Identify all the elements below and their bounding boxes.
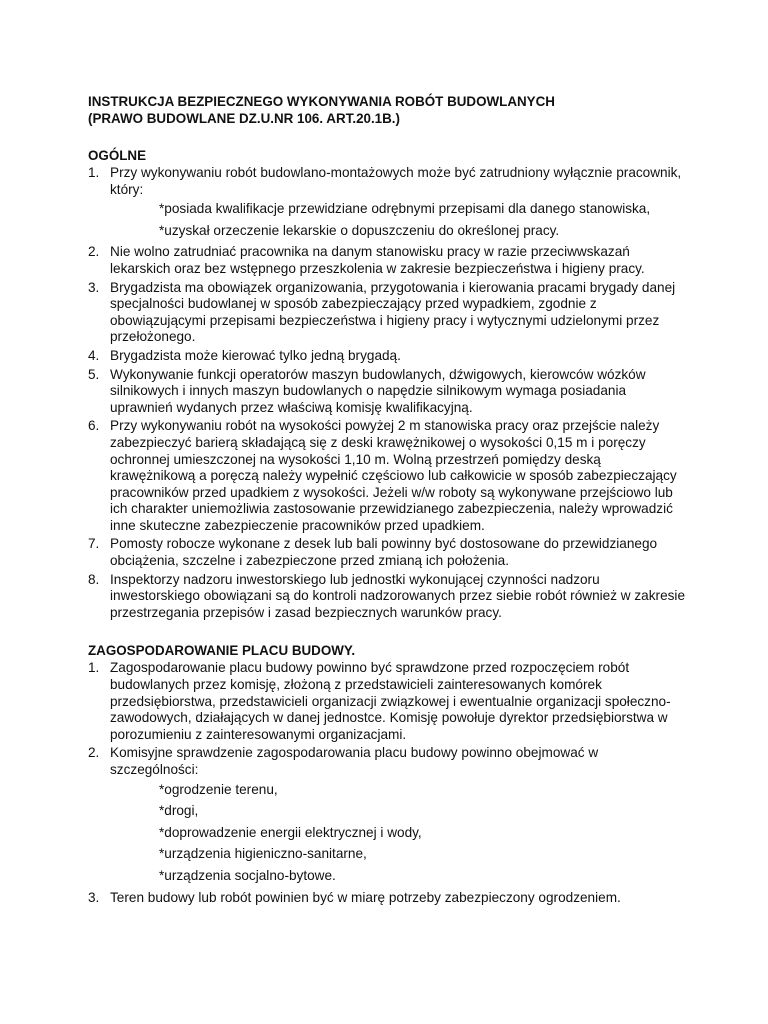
item-text: Przy wykonywaniu robót na wysokości powyżej 2 m stanowiska pracy oraz przejście należy zabezpieczyć barierą składającą się z deski krawężnikowej o wysokości 0,15 m i poręczy ochronnej umieszczonej na wysokości 1,10 m. Wolną przestrzeń pomiędzy deską krawężnikową a poręczą należy wypełnić częściowo lub całkowicie w sposób zabezpieczający pracowników przed upadkiem z wysokości. Jeżeli w/w roboty są wykonywane przejściowo lub ich charakter uniemożliwia zastosowanie przewidzianego zabezpieczenia, należy wprowadzić inne skuteczne zabezpieczenie pracowników przed upadkiem. [110,418,677,533]
list-item [88,418,688,534]
item-number: 3. [88,279,100,295]
list-item [88,348,688,365]
section-list-zagospodarowanie [88,660,688,906]
item-text: Wykonywanie funkcji operatorów maszyn budowlanych, dźwigowych, kierowców wózków silnikowych i innych maszyn budowlanych o napędzie silnikowym wymaga posiadania uprawnień wydanych przez właściwą komisję kwalifikacyjną. [110,366,646,415]
item-text: Teren budowy lub robót powinien być w miarę potrzeby zabezpieczony ogrodzeniem. [110,889,621,905]
sub-list-item: *urządzenia socjalno-bytowe. [159,867,336,883]
item-number: 1. [88,165,100,180]
document-title-line-1: INSTRUKCJA BEZPIECZNEGO WYKONYWANIA ROBÓT BUDOWLANYCH [88,94,555,109]
section-list-ogolne [88,165,688,621]
item-number: 5. [88,366,100,382]
item-number: 4. [88,347,100,363]
sub-list-item: *drogi, [159,803,199,819]
item-number: 6. [88,418,100,434]
sub-list-item: *uzyskał orzeczenie lekarskie o dopuszczeniu do określonej pracy. [159,222,560,238]
item-number: 2. [88,745,100,761]
item-text: Pomosty robocze wykonane z desek lub bali powinny być dostosowane do przewidzianego obciążenia, szczelne i zabezpieczone przed zmianą ich położenia. [110,536,658,569]
sub-list-item: *ogrodzenie terenu, [159,781,278,797]
list-item [88,536,688,569]
section-heading-ogolne: OGÓLNE [88,148,147,163]
sub-list [110,782,688,885]
list-item [88,745,688,884]
item-text: Inspektorzy nadzoru inwestorskiego lub jednostki wykonującej czynności nadzoru inwestorskiego obowiązani są do kontroli nadzorowanych przez siebie robót również w zakresie przestrzegania przepisów i zasad bezpiecznych warunków pracy. [110,571,686,620]
item-text: Zagospodarowanie placu budowy powinno być sprawdzone przed rozpoczęciem robót budowlanych przez komisję, złożoną z przedstawicieli zainteresowanych komórek przedsiębiorstwa, przedstawicieli organizacji związkowej i ewentualnie organizacji społeczno-zawodowych, działających w danej jednostce. Komisję powołuje dyrektor przedsiębiorstwa w porozumieniu z zainteresowanymi organizacjami. [110,660,671,742]
list-item [88,165,688,239]
item-number: 1. [88,660,100,676]
item-number: 3. [88,889,100,905]
item-text: Brygadzista może kierować tylko jedną brygadą. [110,347,401,363]
item-text: Komisyjne sprawdzenie zagospodarowania placu budowy powinno obejmować w szczególności: [110,745,599,777]
item-number: 2. [88,244,100,260]
item-text: Przy wykonywaniu robót budowlano-montażowych może być zatrudniony wyłącznie pracownik, który: [110,165,682,197]
item-text: Nie wolno zatrudniać pracownika na danym stanowisku pracy w razie przeciwwskazań lekarskich oraz bez wstępnego przeszkolenia w zakresie bezpieczeństwa i higieny pracy. [110,244,645,276]
section-heading-zagospodarowanie: ZAGOSPODAROWANIE PLACU BUDOWY. [88,643,356,659]
document-title-line-2: (PRAWO BUDOWLANE DZ.U.NR 106. ART.20.1B.) [88,111,400,126]
list-item [88,660,688,743]
sub-list-item: *posiada kwalifikacje przewidziane odrębnymi przepisami dla danego stanowiska, [159,201,651,217]
document-page [88,93,688,908]
item-number: 8. [88,571,100,587]
list-item [88,244,688,277]
list-item [88,280,688,346]
sub-list-item: *doprowadzenie energii elektrycznej i wody, [159,824,422,840]
list-item [88,572,688,622]
item-text: Brygadzista ma obowiązek organizowania, przygotowania i kierowania pracami brygady danej specjalności budowlanej w sposób zabezpieczający przed wypadkiem, zgodnie z obowiązującymi przepisami bezpieczeństwa i higieny pracy i wytycznymi udzielonymi przez przełożonego. [110,279,676,345]
sub-list [110,201,688,239]
list-item [88,367,688,417]
sub-list-item: *urządzenia higieniczno-sanitarne, [159,846,367,862]
item-number: 7. [88,536,100,552]
list-item [88,890,688,907]
